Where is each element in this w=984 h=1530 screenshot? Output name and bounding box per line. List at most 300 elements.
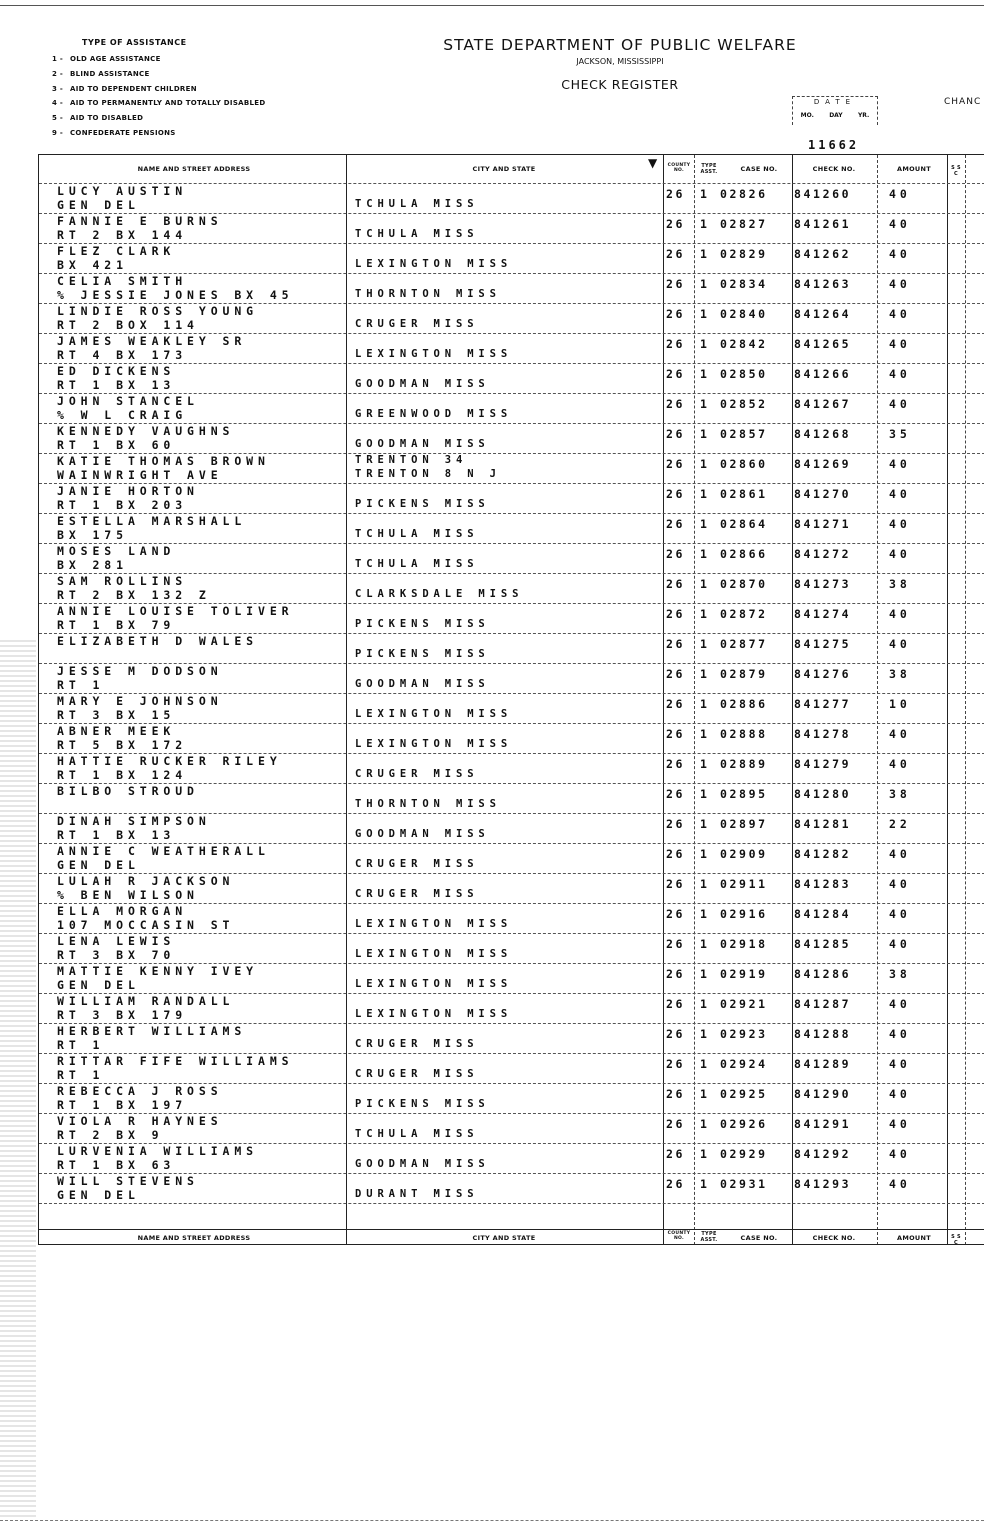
case-number: 02923	[720, 1027, 768, 1041]
city-state: LEXINGTON MISS	[355, 1008, 513, 1020]
header-city: CITY AND STATE	[472, 165, 536, 173]
county-number: 26	[666, 907, 686, 921]
date-box	[792, 96, 878, 125]
recipient-name: LENA LEWIS	[57, 934, 176, 948]
amount-value: 40	[889, 1057, 911, 1071]
case-number: 02929	[720, 1147, 768, 1161]
amount-value: 40	[889, 247, 911, 261]
street-address: GEN DEL	[57, 1188, 140, 1202]
assistance-type: 1	[700, 1147, 710, 1161]
check-number: 841270	[794, 487, 852, 501]
amount-value: 40	[889, 877, 911, 891]
amount-value: 40	[889, 1117, 911, 1131]
table-row	[39, 453, 984, 483]
assistance-type: 1	[700, 547, 710, 561]
city-state: LEXINGTON MISS	[355, 348, 513, 360]
assistance-type: 1	[700, 307, 710, 321]
street-address: BX 421	[57, 258, 128, 272]
county-number: 26	[666, 1027, 686, 1041]
register-title: CHECK REGISTER	[561, 77, 679, 92]
county-number: 26	[666, 697, 686, 711]
check-number: 841268	[794, 427, 852, 441]
table-row	[39, 723, 984, 753]
table-row	[39, 1083, 984, 1113]
city-state: PICKENS MISS	[355, 648, 490, 660]
recipient-name: BILBO STROUD	[57, 784, 199, 798]
legend-code: 5 -	[52, 114, 64, 123]
check-number: 841272	[794, 547, 852, 561]
county-number: 26	[666, 217, 686, 231]
county-number: 26	[666, 727, 686, 741]
assistance-type: 1	[700, 577, 710, 591]
table-row	[39, 273, 984, 303]
county-number: 26	[666, 817, 686, 831]
amount-value: 35	[889, 427, 911, 441]
row-divider	[39, 543, 984, 544]
city-state: GOODMAN MISS	[355, 438, 490, 450]
assistance-type: 1	[700, 187, 710, 201]
case-number: 02852	[720, 397, 768, 411]
recipient-name: FLEZ CLARK	[57, 244, 176, 258]
city-state: THORNTON MISS	[355, 798, 501, 810]
city-state: LEXINGTON MISS	[355, 918, 513, 930]
table-row	[39, 783, 984, 813]
date-day-label: DAY	[829, 112, 843, 119]
street-address: RT 2 BX 144	[57, 228, 188, 242]
amount-value: 40	[889, 1177, 911, 1191]
recipient-name: DINAH SIMPSON	[57, 814, 211, 828]
footer-city: CITY AND STATE	[472, 1234, 536, 1242]
table-row	[39, 303, 984, 333]
county-number: 26	[666, 877, 686, 891]
city-state: LEXINGTON MISS	[355, 708, 513, 720]
assistance-type: 1	[700, 697, 710, 711]
check-number: 841279	[794, 757, 852, 771]
city-state: CRUGER MISS	[355, 1038, 479, 1050]
city-state: CRUGER MISS	[355, 888, 479, 900]
city-state: TCHULA MISS	[355, 558, 479, 570]
check-number: 841273	[794, 577, 852, 591]
city-state: CRUGER MISS	[355, 1068, 479, 1080]
check-number: 841282	[794, 847, 852, 861]
table-row	[39, 663, 984, 693]
amount-value: 40	[889, 457, 911, 471]
assistance-type: 1	[700, 937, 710, 951]
recipient-name: MATTIE KENNY IVEY	[57, 964, 259, 978]
city-state: CLARKSDALE MISS	[355, 588, 524, 600]
street-address: % BEN WILSON	[57, 888, 199, 902]
recipient-name: ANNIE LOUISE TOLIVER	[57, 604, 294, 618]
amount-value: 40	[889, 517, 911, 531]
table-row	[39, 1173, 984, 1203]
assistance-type: 1	[700, 907, 710, 921]
table-row	[39, 333, 984, 363]
city-state: LEXINGTON MISS	[355, 978, 513, 990]
case-number: 02864	[720, 517, 768, 531]
amount-value: 40	[889, 937, 911, 951]
table-row	[39, 753, 984, 783]
bottom-rule	[0, 1520, 984, 1521]
city-state-line2: TRENTON 8 N J	[355, 468, 501, 480]
amount-value: 40	[889, 307, 911, 321]
assistance-type: 1	[700, 1027, 710, 1041]
case-number: 02909	[720, 847, 768, 861]
city-state: GREENWOOD MISS	[355, 408, 513, 420]
county-number: 26	[666, 397, 686, 411]
city-state: DURANT MISS	[355, 1188, 479, 1200]
street-address: 107 MOCCASIN ST	[57, 918, 235, 932]
row-divider	[39, 723, 984, 724]
assistance-type: 1	[700, 667, 710, 681]
street-address: RT 1 BX 79	[57, 618, 176, 632]
footer-amount: AMOUNT	[897, 1234, 931, 1242]
arrow-down-icon: ▼	[648, 156, 658, 170]
header-case: CASE NO.	[740, 165, 778, 173]
county-number: 26	[666, 187, 686, 201]
row-divider	[39, 363, 984, 364]
table-row	[39, 423, 984, 453]
amount-value: 10	[889, 697, 911, 711]
county-number: 26	[666, 937, 686, 951]
street-address: % W L CRAIG	[57, 408, 188, 422]
table-row	[39, 843, 984, 873]
assistance-type: 1	[700, 877, 710, 891]
recipient-name: LURVENIA WILLIAMS	[57, 1144, 259, 1158]
amount-value: 40	[889, 1027, 911, 1041]
table-row	[39, 1053, 984, 1083]
case-number: 02916	[720, 907, 768, 921]
county-number: 26	[666, 337, 686, 351]
city-state: LEXINGTON MISS	[355, 948, 513, 960]
amount-value: 40	[889, 1087, 911, 1101]
amount-value: 40	[889, 337, 911, 351]
recipient-name: ANNIE C WEATHERALL	[57, 844, 270, 858]
county-number: 26	[666, 607, 686, 621]
legend-label: BLIND ASSISTANCE	[70, 69, 150, 78]
recipient-name: KENNEDY VAUGHNS	[57, 424, 235, 438]
case-number: 02879	[720, 667, 768, 681]
amount-value: 40	[889, 907, 911, 921]
recipient-name: ED DICKENS	[57, 364, 176, 378]
county-number: 26	[666, 667, 686, 681]
table-row	[39, 963, 984, 993]
header-check: CHECK NO.	[812, 165, 856, 173]
recipient-name: ABNER MEEK	[57, 724, 176, 738]
recipient-name: JANIE HORTON	[57, 484, 199, 498]
amount-value: 40	[889, 397, 911, 411]
header-type: TYPE ASST.	[700, 163, 718, 175]
case-number: 02857	[720, 427, 768, 441]
case-number: 02872	[720, 607, 768, 621]
street-address: RT 1 BX 124	[57, 768, 188, 782]
city-state: LEXINGTON MISS	[355, 738, 513, 750]
street-address: WAINWRIGHT AVE	[57, 468, 223, 482]
top-rule	[0, 5, 984, 6]
county-number: 26	[666, 1117, 686, 1131]
table-row	[39, 213, 984, 243]
county-number: 26	[666, 1057, 686, 1071]
legend-item	[52, 82, 352, 97]
case-number: 02926	[720, 1117, 768, 1131]
recipient-name: VIOLA R HAYNES	[57, 1114, 223, 1128]
amount-value: 38	[889, 577, 911, 591]
county-number: 26	[666, 1147, 686, 1161]
city-state: GOODMAN MISS	[355, 678, 490, 690]
street-address: BX 175	[57, 528, 128, 542]
assistance-type: 1	[700, 1117, 710, 1131]
legend-item	[52, 52, 352, 67]
city-state: PICKENS MISS	[355, 498, 490, 510]
case-number: 02889	[720, 757, 768, 771]
case-number: 02897	[720, 817, 768, 831]
street-address: RT 1 BX 13	[57, 828, 176, 842]
street-address: BX 281	[57, 558, 128, 572]
chanc-label: CHANC	[944, 97, 982, 107]
check-number: 841277	[794, 697, 852, 711]
case-number: 02921	[720, 997, 768, 1011]
footer-check: CHECK NO.	[812, 1234, 856, 1242]
assistance-type: 1	[700, 607, 710, 621]
assistance-type: 1	[700, 217, 710, 231]
recipient-name: KATIE THOMAS BROWN	[57, 454, 270, 468]
amount-value: 40	[889, 757, 911, 771]
table-row	[39, 1143, 984, 1173]
street-address: RT 2 BX 132 Z	[57, 588, 211, 602]
legend-code: 3 -	[52, 84, 64, 93]
assistance-type: 1	[700, 967, 710, 981]
check-number: 841289	[794, 1057, 852, 1071]
table-row	[39, 693, 984, 723]
amount-value: 40	[889, 217, 911, 231]
city-state: PICKENS MISS	[355, 618, 490, 630]
amount-value: 40	[889, 637, 911, 651]
city-state: CRUGER MISS	[355, 768, 479, 780]
check-number: 841271	[794, 517, 852, 531]
legend-label: AID TO DEPENDENT CHILDREN	[70, 84, 197, 93]
county-number: 26	[666, 547, 686, 561]
case-number: 02886	[720, 697, 768, 711]
table-row	[39, 363, 984, 393]
assistance-type: 1	[700, 637, 710, 651]
assistance-type: 1	[700, 1087, 710, 1101]
check-number: 841264	[794, 307, 852, 321]
county-number: 26	[666, 787, 686, 801]
city-state: TCHULA MISS	[355, 528, 479, 540]
recipient-name: ESTELLA MARSHALL	[57, 514, 247, 528]
county-number: 26	[666, 997, 686, 1011]
legend-label: AID TO PERMANENTLY AND TOTALLY DISABLED	[70, 99, 266, 108]
case-number: 02895	[720, 787, 768, 801]
table-row	[39, 813, 984, 843]
check-number: 841276	[794, 667, 852, 681]
check-register-table	[38, 154, 984, 1245]
street-address: GEN DEL	[57, 198, 140, 212]
amount-value: 40	[889, 997, 911, 1011]
case-number: 02840	[720, 307, 768, 321]
header-extra: S S C	[951, 165, 961, 177]
legend-label: OLD AGE ASSISTANCE	[70, 55, 161, 63]
legend-title: TYPE OF ASSISTANCE	[82, 38, 187, 47]
street-address: RT 2 BOX 114	[57, 318, 199, 332]
street-address: RT 1	[57, 1038, 105, 1052]
street-address: GEN DEL	[57, 978, 140, 992]
amount-value: 40	[889, 727, 911, 741]
recipient-name: LUCY AUSTIN	[57, 184, 188, 198]
case-number: 02918	[720, 937, 768, 951]
date-year-label: YR.	[857, 112, 870, 119]
recipient-name: SAM ROLLINS	[57, 574, 188, 588]
recipient-name: LULAH R JACKSON	[57, 874, 235, 888]
county-number: 26	[666, 1177, 686, 1191]
recipient-name: LINDIE ROSS YOUNG	[57, 304, 259, 318]
table-row	[39, 393, 984, 423]
table-row	[39, 483, 984, 513]
street-address: RT 3 BX 70	[57, 948, 176, 962]
recipient-name: MOSES LAND	[57, 544, 176, 558]
table-row	[39, 573, 984, 603]
check-number: 841288	[794, 1027, 852, 1041]
footer-type: TYPE ASST.	[700, 1231, 718, 1243]
recipient-name: JAMES WEAKLEY SR	[57, 334, 247, 348]
legend-code: 4 -	[52, 99, 64, 108]
row-divider	[39, 243, 984, 244]
case-number: 02925	[720, 1087, 768, 1101]
footer-county: COUNTY NO.	[667, 1231, 691, 1241]
legend-code: 1 -	[52, 55, 64, 63]
assistance-type: 1	[700, 277, 710, 291]
assistance-type: 1	[700, 367, 710, 381]
county-number: 26	[666, 427, 686, 441]
table-row	[39, 603, 984, 633]
legend-item	[52, 67, 352, 82]
check-number: 841267	[794, 397, 852, 411]
recipient-name: FANNIE E BURNS	[57, 214, 223, 228]
street-address: RT 1	[57, 1068, 105, 1082]
page-title: STATE DEPARTMENT OF PUBLIC WELFARE	[443, 36, 797, 54]
check-number: 841287	[794, 997, 852, 1011]
check-number: 841290	[794, 1087, 852, 1101]
header-name: NAME AND STREET ADDRESS	[137, 165, 251, 173]
case-number: 02860	[720, 457, 768, 471]
table-row	[39, 903, 984, 933]
case-number: 02931	[720, 1177, 768, 1191]
street-address: GEN DEL	[57, 858, 140, 872]
city-state: GOODMAN MISS	[355, 378, 490, 390]
county-number: 26	[666, 577, 686, 591]
case-number: 02870	[720, 577, 768, 591]
case-number: 02827	[720, 217, 768, 231]
county-number: 26	[666, 517, 686, 531]
case-number: 02919	[720, 967, 768, 981]
table-bottom-rule	[39, 1244, 984, 1245]
legend-code: 2 -	[52, 69, 64, 78]
assistance-type: 1	[700, 397, 710, 411]
street-address: RT 3 BX 179	[57, 1008, 188, 1022]
county-number: 26	[666, 847, 686, 861]
county-number: 26	[666, 247, 686, 261]
city-state: LEXINGTON MISS	[355, 258, 513, 270]
check-number: 841265	[794, 337, 852, 351]
assistance-type: 1	[700, 847, 710, 861]
legend-label: CONFEDERATE PENSIONS	[70, 128, 176, 137]
amount-value: 40	[889, 367, 911, 381]
check-number: 841284	[794, 907, 852, 921]
check-number: 841262	[794, 247, 852, 261]
check-number: 841275	[794, 637, 852, 651]
case-number: 02924	[720, 1057, 768, 1071]
check-number: 841266	[794, 367, 852, 381]
county-number: 26	[666, 367, 686, 381]
street-address: RT 2 BX 9	[57, 1128, 164, 1142]
amount-value: 40	[889, 277, 911, 291]
table-row	[39, 633, 984, 663]
table-row	[39, 993, 984, 1023]
recipient-name: RITTAR FIFE WILLIAMS	[57, 1054, 294, 1068]
check-number: 841281	[794, 817, 852, 831]
assistance-type: 1	[700, 727, 710, 741]
county-number: 26	[666, 307, 686, 321]
case-number: 02861	[720, 487, 768, 501]
case-number: 02850	[720, 367, 768, 381]
street-address: % JESSIE JONES BX 45	[57, 288, 294, 302]
table-row	[39, 513, 984, 543]
amount-value: 22	[889, 817, 911, 831]
assistance-type: 1	[700, 787, 710, 801]
city-state: PICKENS MISS	[355, 1098, 490, 1110]
street-address: RT 1 BX 63	[57, 1158, 176, 1172]
check-number: 841286	[794, 967, 852, 981]
assistance-type: 1	[700, 817, 710, 831]
footer-rule	[39, 1229, 984, 1230]
county-number: 26	[666, 487, 686, 501]
county-number: 26	[666, 1087, 686, 1101]
amount-value: 38	[889, 787, 911, 801]
check-number: 841283	[794, 877, 852, 891]
footer-extra: S S C	[951, 1234, 961, 1246]
street-address: RT 3 BX 15	[57, 708, 176, 722]
legend-code: 9 -	[52, 128, 64, 137]
legend-item	[52, 96, 352, 111]
assistance-type: 1	[700, 997, 710, 1011]
page-subtitle: JACKSON, MISSISSIPPI	[576, 57, 664, 66]
legend-item	[52, 111, 352, 126]
city-state: TCHULA MISS	[355, 228, 479, 240]
recipient-name: CELIA SMITH	[57, 274, 188, 288]
check-number: 841285	[794, 937, 852, 951]
date-label: DATE	[813, 98, 857, 106]
header-amount: AMOUNT	[897, 165, 931, 173]
city-state: THORNTON MISS	[355, 288, 501, 300]
county-number: 26	[666, 637, 686, 651]
amount-value: 40	[889, 547, 911, 561]
case-number: 02866	[720, 547, 768, 561]
recipient-name: ELLA MORGAN	[57, 904, 188, 918]
assistance-type: 1	[700, 337, 710, 351]
case-number: 02888	[720, 727, 768, 741]
street-address: RT 1 BX 197	[57, 1098, 188, 1112]
assistance-type: 1	[700, 457, 710, 471]
recipient-name: JESSE M DODSON	[57, 664, 223, 678]
row-divider-line	[39, 1203, 984, 1204]
recipient-name: WILL STEVENS	[57, 1174, 199, 1188]
recipient-name: JOHN STANCEL	[57, 394, 199, 408]
amount-value: 38	[889, 667, 911, 681]
street-address: RT 1 BX 203	[57, 498, 188, 512]
check-number: 841291	[794, 1117, 852, 1131]
table-row	[39, 183, 984, 213]
city-state: TCHULA MISS	[355, 1128, 479, 1140]
check-number: 841278	[794, 727, 852, 741]
